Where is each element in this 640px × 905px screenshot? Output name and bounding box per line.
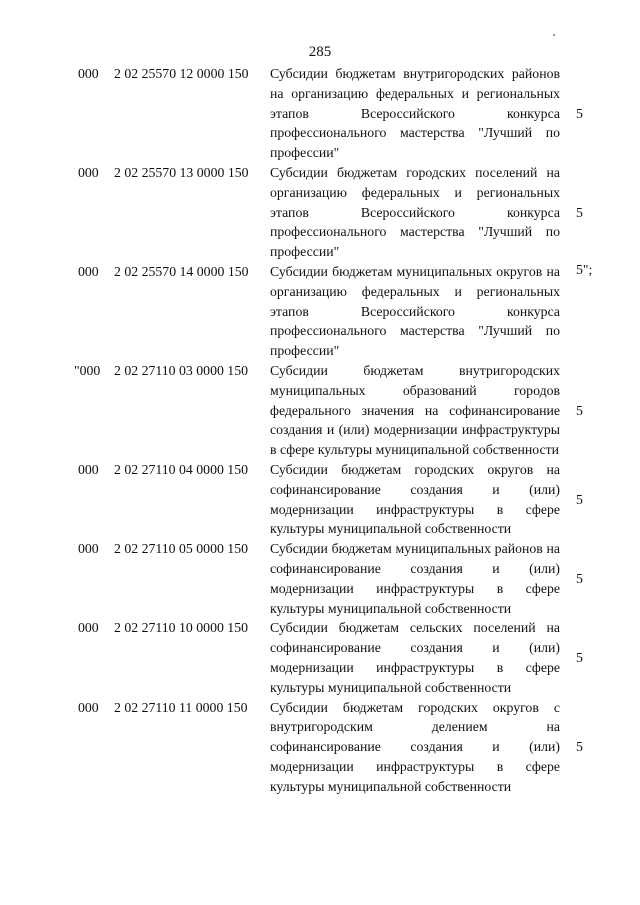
table-row [0, 361, 640, 460]
admin-code: 000 [78, 699, 99, 715]
table-row [0, 460, 640, 539]
table-row [0, 163, 640, 262]
admin-code: 000 [78, 541, 99, 557]
page-number: 285 [308, 44, 332, 60]
value: 5 [576, 105, 583, 121]
revenue-name: Субсидии бюджетам внутригородских муниципальных образований городов федерального значения на софинансирование создания и (или) модернизации инфраструктуры в сфере культуры муниципальной собственности [270, 362, 560, 458]
admin-code: 000 [78, 164, 99, 180]
revenue-name: Субсидии бюджетам городских округов на софинансирование создания и (или) модернизации инфраструктуры в сфере культуры муниципальной собственности [270, 461, 560, 537]
budget-classification-code: 2 02 25570 14 0000 150 [114, 263, 249, 279]
admin-code: 000 [78, 620, 99, 636]
revenue-name: Субсидии бюджетам муниципальных районов на софинансирование создания и (или) модернизации инфраструктуры в сфере культуры муниципальной собственности [270, 541, 560, 616]
table-row [0, 64, 640, 163]
value: 5"; [576, 261, 593, 277]
revenue-name: Субсидии бюджетам городских округов с внутригородским делением на софинансирование создания и (или) модернизации инфраструктуры в сфере культуры муниципальной собственности [270, 699, 560, 794]
scan-speck [553, 34, 556, 37]
budget-classification-code: 2 02 25570 13 0000 150 [114, 164, 249, 180]
budget-classification-code: 2 02 27110 03 0000 150 [114, 362, 249, 378]
budget-classification-code: 2 02 25570 12 0000 150 [114, 66, 249, 81]
budget-classification-code: 2 02 27110 11 0000 150 [114, 699, 248, 715]
budget-classification-code: 2 02 27110 10 0000 150 [114, 620, 249, 636]
value: 5 [576, 491, 583, 507]
value: 5 [576, 402, 583, 418]
admin-code: 000 [78, 263, 99, 279]
table-row [0, 262, 640, 361]
value: 5 [576, 650, 583, 665]
value: 5 [576, 204, 583, 220]
admin-code: 000 [78, 66, 99, 81]
revenue-name: Субсидии бюджетам городских поселений на организацию федеральных и региональных этапов Всероссийского конкурса профессионального мастерства "Лучший по профессии" [270, 164, 560, 260]
admin-code: "000 [74, 362, 101, 378]
table-row [0, 539, 640, 618]
value: 5 [576, 570, 583, 586]
table-row [0, 698, 640, 797]
budget-code-table [0, 64, 640, 796]
value: 5 [576, 739, 583, 755]
budget-classification-code: 2 02 27110 04 0000 150 [114, 461, 249, 477]
revenue-name: Субсидии бюджетам внутригородских районов на организацию федеральных и региональных этапов Всероссийского конкурса профессионального мастерства "Лучший по профессии" [270, 66, 560, 161]
admin-code: 000 [78, 461, 99, 477]
revenue-name: Субсидии бюджетам сельских поселений на софинансирование создания и (или) модернизации инфраструктуры в сфере культуры муниципальной собственности [270, 620, 560, 695]
budget-classification-code: 2 02 27110 05 0000 150 [114, 541, 249, 557]
revenue-name: Субсидии бюджетам муниципальных округов на организацию федеральных и региональных этапов Всероссийского конкурса профессионального мастерства "Лучший по профессии" [270, 263, 560, 359]
table-row [0, 618, 640, 697]
